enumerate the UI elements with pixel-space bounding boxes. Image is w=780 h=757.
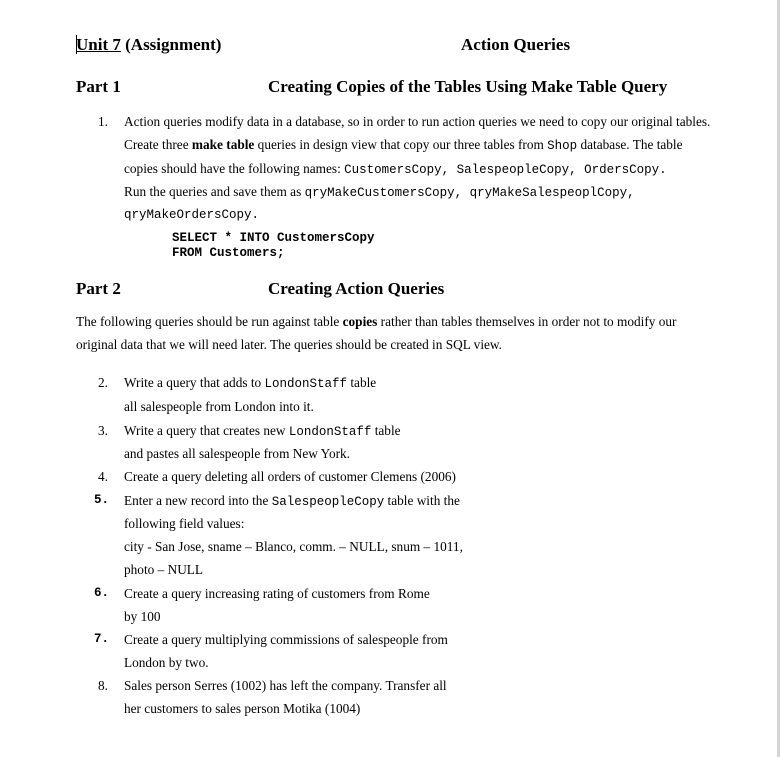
- item-number: 3.: [98, 423, 108, 438]
- item-number: 8.: [98, 678, 108, 693]
- item1-line5: qryMakeOrdersCopy.: [124, 208, 260, 222]
- text-run: Write a query that adds to: [124, 375, 265, 390]
- part2-intro-line1: [76, 314, 676, 330]
- text-run: table: [347, 375, 377, 390]
- query-names: qryMakeCustomersCopy, qryMakeSalespeoplCopy,: [304, 186, 635, 200]
- item-line: and pastes all salespeople from New York.: [124, 446, 351, 461]
- text-run: copies should have the following names:: [124, 161, 345, 176]
- item-line: city - San Jose, sname – Blanco, comm. – NULL, snum – 1011,: [124, 539, 463, 554]
- unit-heading: [76, 35, 221, 55]
- item-number: 4.: [98, 469, 108, 484]
- item-line: all salespeople from London into it.: [124, 399, 314, 414]
- part2-intro-line2: original data that we will need later. The queries should be created in SQL view.: [76, 337, 502, 352]
- part2-label: Part 2: [76, 279, 121, 298]
- item-line: [124, 423, 401, 439]
- item1-line3: [124, 161, 667, 177]
- item-line: London by two.: [124, 655, 209, 670]
- item-line: [124, 493, 460, 509]
- item-number: 2.: [98, 375, 108, 390]
- bold-run: copies: [342, 314, 378, 329]
- unit-label: Unit 7: [76, 35, 121, 54]
- part1-heading: Creating Copies of the Tables Using Make Table Query: [268, 77, 668, 96]
- item-line: following field values:: [124, 516, 245, 531]
- sql-line-1: SELECT * INTO CustomersCopy: [172, 231, 375, 245]
- part2-heading: Creating Action Queries: [268, 279, 445, 298]
- item-line: her customers to sales person Motika (1004): [124, 701, 361, 716]
- item1-line4: [124, 184, 635, 200]
- text-run: queries in design view that copy our three tables from: [254, 137, 548, 152]
- item1-line2: [124, 137, 683, 153]
- text-run: rather than tables themselves in order not to modify our: [377, 314, 677, 329]
- item-line: Create a query increasing rating of customers from Rome: [124, 586, 430, 601]
- text-run: The following queries should be run against table: [76, 314, 343, 329]
- text-run: table: [371, 423, 401, 438]
- text-run: database. The table: [577, 137, 683, 152]
- sql-line-2: FROM Customers;: [172, 246, 285, 260]
- item1-line1: Action queries modify data in a database, so in order to run action queries we need to copy our original tables.: [124, 114, 711, 129]
- table-name: LondonStaff: [288, 425, 372, 439]
- item-number: 6.: [94, 586, 110, 600]
- item-number: 7.: [94, 632, 110, 646]
- unit-suffix: (Assignment): [120, 35, 222, 54]
- item-line: Sales person Serres (1002) has left the company. Transfer all: [124, 678, 447, 693]
- table-name: LondonStaff: [264, 377, 348, 391]
- database-name: Shop: [547, 139, 578, 153]
- item-line: [124, 375, 376, 391]
- item-line: photo – NULL: [124, 562, 204, 577]
- bold-run: make table: [191, 137, 255, 152]
- table-names: CustomersCopy, SalespeopleCopy, OrdersCopy.: [344, 163, 667, 177]
- text-run: Enter a new record into the: [124, 493, 272, 508]
- part1-label: Part 1: [76, 77, 121, 96]
- item-number: 1.: [98, 114, 108, 129]
- text-run: Write a query that creates new: [124, 423, 289, 438]
- item-line: Create a query deleting all orders of customer Clemens (2006): [124, 469, 456, 484]
- table-name: SalespeopleCopy: [271, 495, 385, 509]
- document-title: Action Queries: [461, 35, 571, 54]
- item-line: by 100: [124, 609, 161, 624]
- item-number: 5.: [94, 493, 110, 507]
- text-run: Create three: [124, 137, 192, 152]
- text-run: Run the queries and save them as: [124, 184, 305, 199]
- text-run: table with the: [384, 493, 460, 508]
- item-line: Create a query multiplying commissions of salespeople from: [124, 632, 448, 647]
